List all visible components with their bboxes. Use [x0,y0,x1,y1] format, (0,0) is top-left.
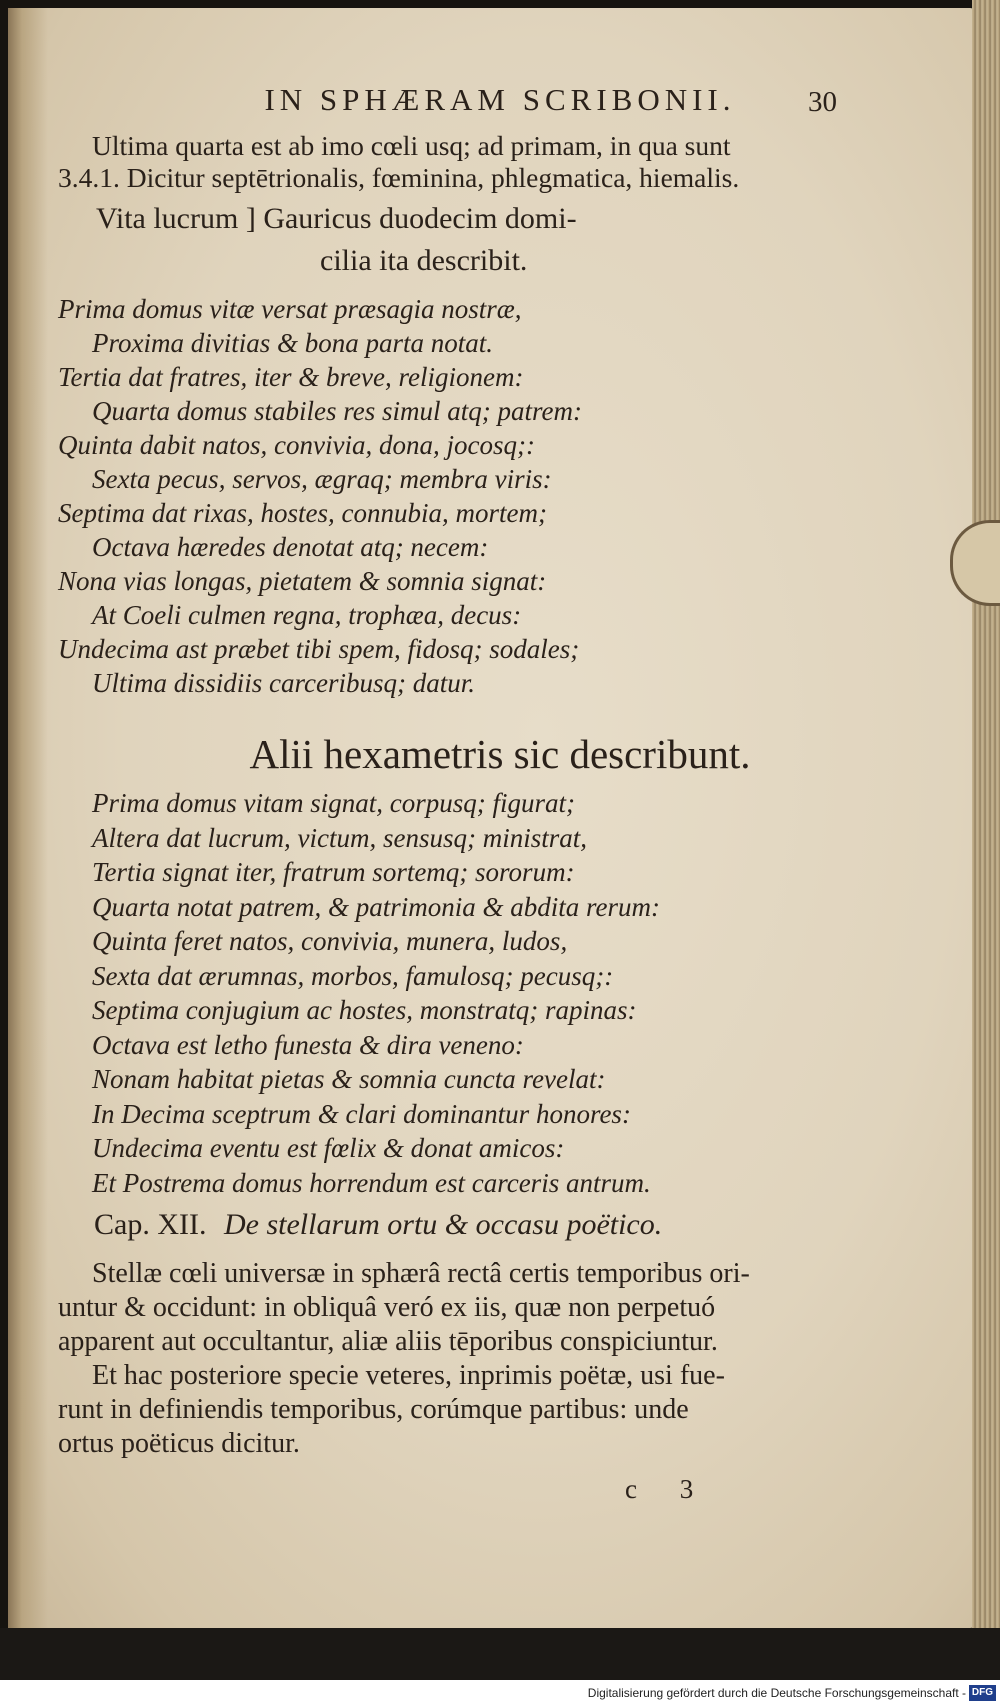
verse-gauricus-4: Quarta domus stabiles res simul atq; patrem: [92,396,582,426]
verse-hexameter-9: Nonam habitat pietas & somnia cuncta revelat: [92,1064,606,1094]
verse-hexameter-6: Sexta dat ærumnas, morbos, famulosq; pecusq;: [92,960,614,991]
chapter-line-3: apparent aut occultantur, aliæ aliis tēporibus conspiciuntur. [58,1326,718,1357]
chapter-heading [94,1208,1000,1242]
chapter-line-5: runt in definiendis temporibus, corúmque partibus: unde [58,1394,689,1425]
verse-hexameter-4: Quarta notat patrem, & patrimonia & abdita rerum: [92,891,661,922]
verse-hexameter-3: Tertia signat iter, fratrum sortemq; sororum: [92,857,575,887]
verse-gauricus-9: Nona vias longas, pietatem & somnia signat: [58,566,547,596]
page-gutter-shadow [8,8,48,1628]
page-number: 30 [808,86,837,118]
verse-hexameter-5: Quinta feret natos, convivia, munera, ludos, [92,926,568,956]
lemma-line-2: cilia ita describit. [320,244,528,277]
verse-hexameter-7: Septima conjugium ac hostes, monstratq; rapinas: [92,995,637,1025]
verse-gauricus-2: Proxima divitias & bona parta notat. [92,328,493,358]
running-title: IN SPHÆRAM SCRIBONII. [264,82,736,117]
chapter-line-6: ortus poëticus dicitur. [58,1428,300,1459]
verse-hexameter-10: In Decima sceptrum & clari dominantur honores: [92,1098,631,1129]
verse-hexameter-8: Octava est letho funesta & dira veneno: [92,1029,524,1060]
verse-hexameter-2: Altera dat lucrum, victum, sensusq; ministrat, [92,822,587,853]
digitization-footer [0,1680,1000,1706]
footer-credit: Digitalisierung gefördert durch die Deutsche Forschungsgemeinschaft - [587,1686,966,1700]
lemma-line-1: Vita lucrum ] Gauricus duodecim domi- [96,202,577,235]
chapter-line-1: Stellæ cœli universæ in sphærâ rectâ certis temporibus ori- [92,1258,750,1289]
chapter-line-4: Et hac posteriore specie veteres, inprimis poëtæ, usi fue- [92,1360,725,1391]
verse-gauricus-7: Septima dat rixas, hostes, connubia, mortem; [58,498,547,528]
verse-hexameter-11: Undecima eventu est fœlix & donat amicos: [92,1133,565,1163]
verse-hexameter-12: Et Postrema domus horrendum est carceris antrum. [92,1167,651,1198]
chapter-line-2: untur & occidunt: in obliquâ veró ex iis, quæ non perpetuó [58,1292,716,1323]
hexameter-heading: Alii hexametris sic describunt. [249,731,751,777]
verse-gauricus-6: Sexta pecus, servos, ægraq; membra viris: [92,464,552,494]
signature-mark: c 3 [625,1474,712,1504]
intro-line-1: Ultima quarta est ab imo cœli usq; ad primam, in qua sunt [92,130,731,161]
verse-gauricus-8: Octava hæredes denotat atq; necem: [92,532,489,562]
verse-gauricus-10: At Coeli culmen regna, trophæa, decus: [92,600,522,630]
intro-line-2: 3.4.1. Dicitur septētrionalis, fœminina, phlegmatica, hiemalis. [58,162,740,193]
verse-gauricus-5: Quinta dabit natos, convivia, dona, jocosq;: [58,430,535,460]
dfg-logo: DFG [969,1685,996,1701]
verse-hexameter-1: Prima domus vitam signat, corpusq; figurat; [92,788,575,818]
scan-bottom-border [0,1628,1000,1680]
chapter-label: Cap. XII. [94,1208,207,1241]
verse-gauricus-1: Prima domus vitæ versat præsagia nostræ, [58,294,522,324]
chapter-title: De stellarum ortu & occasu poëtico. [223,1208,663,1241]
verse-gauricus-11: Undecima ast præbet tibi spem, fidosq; sodales; [58,634,580,664]
verse-gauricus-3: Tertia dat fratres, iter & breve, religionem: [58,362,524,392]
verse-gauricus-12: Ultima dissidiis carceribusq; datur. [92,668,476,698]
